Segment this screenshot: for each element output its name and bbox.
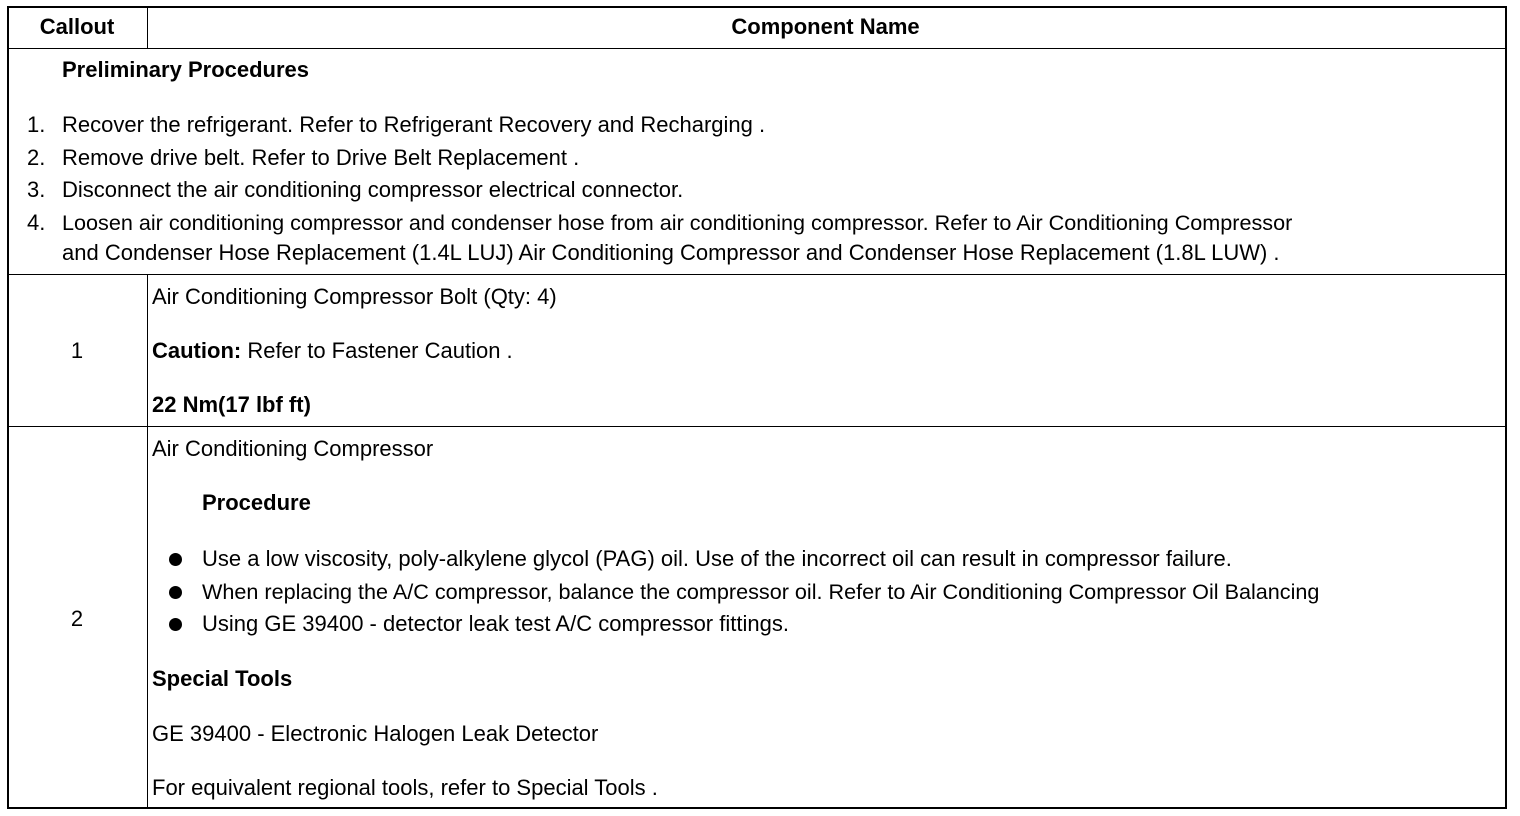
- step-number: 2.: [27, 145, 46, 170]
- row-1-component-name: Air Conditioning Compressor Bolt (Qty: 4): [152, 284, 557, 309]
- caution-text: Refer to Fastener Caution .: [241, 338, 513, 363]
- preliminary-divider: [9, 274, 1505, 275]
- rows-column-divider: [147, 274, 148, 809]
- step-number: 1.: [27, 112, 46, 137]
- column-header-component-name: Component Name: [731, 14, 920, 39]
- regional-tools-note: For equivalent regional tools, refer to Special Tools .: [152, 775, 658, 800]
- step-text: Loosen air conditioning compressor and condenser hose from air conditioning compressor. Refer to Air Conditioning Compressor: [62, 210, 1293, 235]
- step-text: Recover the refrigerant. Refer to Refrigerant Recovery and Recharging .: [62, 112, 766, 137]
- preliminary-heading: Preliminary Procedures: [62, 57, 310, 82]
- row-divider: [9, 426, 1505, 427]
- step-text: Disconnect the air conditioning compressor electrical connector.: [62, 177, 684, 202]
- special-tools-heading: Special Tools: [152, 666, 293, 691]
- procedure-heading: Procedure: [202, 490, 311, 515]
- row-2-callout: 2: [70, 606, 84, 631]
- row-1-torque: 22 Nm(17 lbf ft): [152, 392, 311, 417]
- special-tool-item: GE 39400 - Electronic Halogen Leak Detector: [152, 721, 599, 746]
- column-header-callout: Callout: [39, 14, 115, 39]
- procedure-bullet-text: Using GE 39400 - detector leak test A/C compressor fittings.: [202, 611, 789, 636]
- row-1-callout: 1: [70, 338, 84, 363]
- step-number: 4.: [27, 210, 46, 235]
- row-2-component-name: Air Conditioning Compressor: [152, 436, 434, 461]
- caution-label: Caution:: [152, 338, 242, 363]
- procedure-bullet-text: Use a low viscosity, poly-alkylene glycol (PAG) oil. Use of the incorrect oil can result in compressor failure.: [202, 546, 1232, 571]
- row-1-caution: [152, 338, 513, 364]
- step-text-continued: and Condenser Hose Replacement (1.4L LUJ) Air Conditioning Compressor and Condenser Hose Replacement (1.8L LUW) .: [62, 240, 1280, 265]
- step-text: Remove drive belt. Refer to Drive Belt Replacement .: [62, 145, 580, 170]
- header-divider: [9, 48, 1505, 49]
- step-number: 3.: [27, 177, 46, 202]
- bullet-icon: [169, 618, 182, 631]
- procedure-bullet-text: When replacing the A/C compressor, balance the compressor oil. Refer to Air Conditioning Compressor Oil Balancing: [202, 579, 1320, 604]
- bullet-icon: [169, 586, 182, 599]
- bullet-icon: [169, 553, 182, 566]
